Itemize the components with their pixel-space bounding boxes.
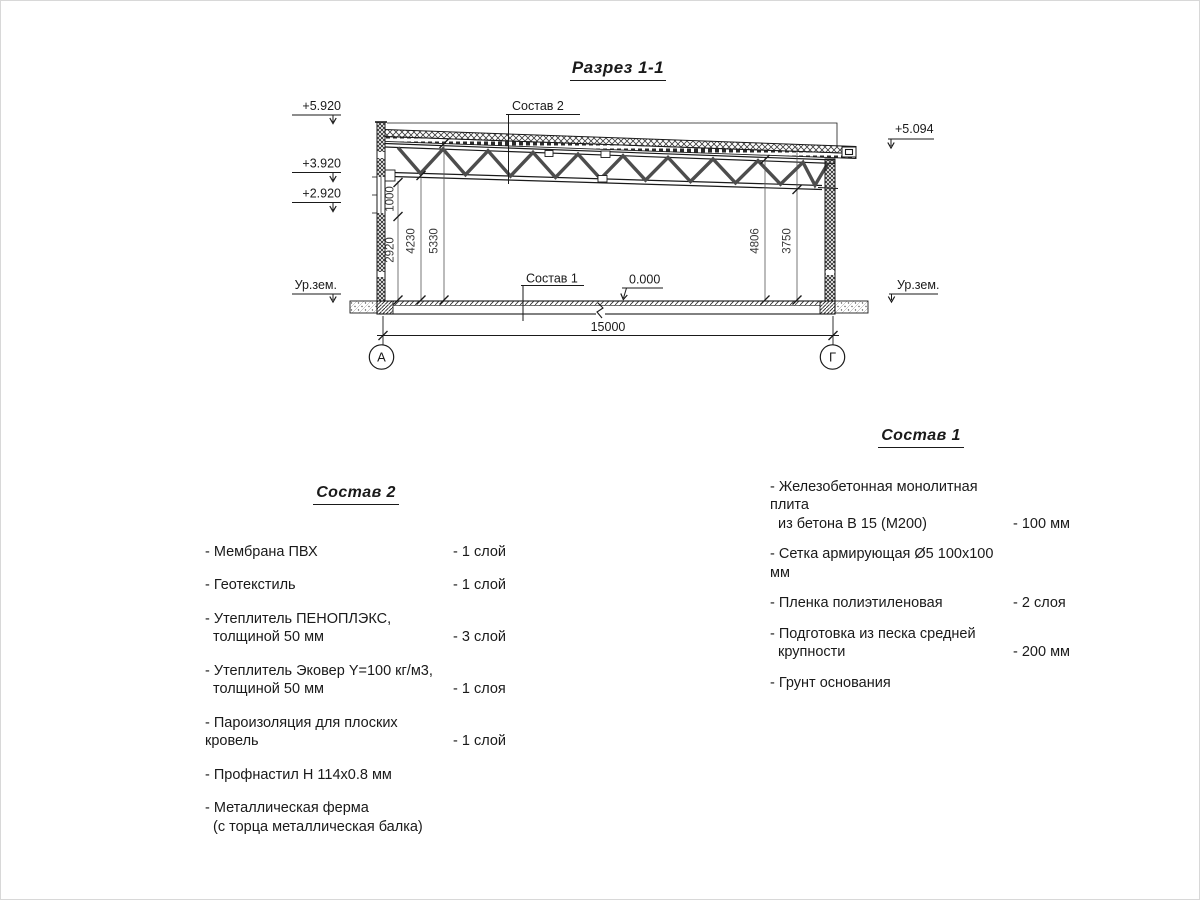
item-value: - 200 мм bbox=[1013, 644, 1071, 660]
zero-level-mark bbox=[621, 273, 663, 300]
elevation-mark-5920 bbox=[292, 99, 341, 124]
sostav1-heading-text: Состав 1 bbox=[878, 427, 964, 448]
elevation-mark-2920 bbox=[292, 187, 341, 212]
item-value: - 1 слоя bbox=[453, 681, 506, 697]
dim-2920-label: 2920 bbox=[384, 237, 397, 263]
elevation-mark-5094 bbox=[888, 122, 934, 148]
item-text: - Пароизоляция для плоских кровель bbox=[205, 714, 398, 749]
span-dimension bbox=[377, 316, 839, 345]
item-text-2: крупности bbox=[778, 644, 846, 660]
dim-3750-label: 3750 bbox=[781, 228, 794, 254]
item-value: - 100 мм bbox=[1013, 515, 1071, 532]
section-title-text: Разрез 1-1 bbox=[570, 58, 666, 81]
dim-1000-label: 1000 bbox=[384, 186, 397, 212]
axis-bubble-a bbox=[369, 345, 393, 369]
leader-sostav-1-label: Состав 1 bbox=[526, 271, 578, 286]
item-value: - 3 слой bbox=[453, 629, 506, 645]
ground-level-mark-left bbox=[292, 278, 341, 302]
list-item bbox=[770, 674, 1072, 693]
item-text-2: (с торца металлическая балка) bbox=[213, 818, 423, 835]
sostav1-list bbox=[770, 427, 1072, 704]
item-value: - 1 слой bbox=[453, 543, 506, 560]
elevation-3920-label: +3.920 bbox=[302, 156, 341, 171]
sostav1-heading bbox=[770, 427, 1072, 448]
list-item bbox=[770, 594, 1072, 613]
item-text: - Железобетонная монолитная плита bbox=[770, 478, 978, 513]
item-value: - 1 слой bbox=[453, 733, 506, 749]
ground-level-mark-right bbox=[888, 278, 939, 302]
sostav2-heading bbox=[205, 484, 507, 505]
item-text: - Металлическая ферма bbox=[205, 800, 369, 816]
list-item bbox=[770, 545, 1072, 582]
list-item bbox=[205, 610, 507, 647]
ground-level-left-label: Ур.зем. bbox=[294, 278, 337, 292]
list-item bbox=[205, 576, 507, 595]
dim-4806-label: 4806 bbox=[749, 228, 762, 254]
elevation-2920-label: +2.920 bbox=[302, 186, 341, 201]
ground-level-right-label: Ур.зем. bbox=[897, 278, 940, 292]
zero-level-label: 0.000 bbox=[629, 272, 661, 287]
floor-slab bbox=[350, 301, 868, 318]
list-item bbox=[205, 799, 507, 836]
item-text: - Утеплитель ПЕНОПЛЭКС, bbox=[205, 610, 392, 627]
vertical-dimensions-left bbox=[385, 139, 449, 305]
list-item bbox=[770, 478, 1072, 534]
slab-break-gap bbox=[596, 307, 605, 316]
elevation-5094-label: +5.094 bbox=[895, 122, 934, 136]
item-text: - Подготовка из песка средней bbox=[770, 625, 976, 642]
item-text: - Профнастил Н 114х0.8 мм bbox=[205, 766, 392, 783]
axis-a-label: А bbox=[377, 349, 386, 365]
item-text: - Мембрана ПВХ bbox=[205, 543, 318, 560]
elevation-5920-label: +5.920 bbox=[302, 99, 341, 113]
item-text: - Геотекстиль bbox=[205, 577, 296, 593]
roof-fascia-detail bbox=[842, 147, 856, 157]
dim-4230-label: 4230 bbox=[405, 228, 418, 254]
sostav2-list bbox=[205, 484, 507, 851]
section-drawing bbox=[0, 0, 1200, 420]
item-text: - Утеплитель Эковер Y=100 кг/м3, bbox=[205, 662, 433, 679]
item-text: - Пленка полиэтиленовая bbox=[770, 595, 943, 611]
span-dimension-label: 15000 bbox=[590, 320, 626, 334]
list-item bbox=[770, 625, 1072, 662]
item-text: - Сетка армирующая Ø5 100х100 мм bbox=[770, 546, 994, 581]
item-value: - 1 слой bbox=[453, 577, 506, 593]
item-text-2: толщиной 50 мм bbox=[213, 681, 325, 697]
list-item bbox=[205, 662, 507, 699]
axis-g-label: Г bbox=[828, 349, 837, 365]
elevation-mark-3920 bbox=[292, 157, 341, 182]
leader-sostav-2-label: Состав 2 bbox=[512, 99, 564, 113]
item-value: - 2 слоя bbox=[1013, 595, 1066, 611]
roof-assembly bbox=[385, 130, 856, 159]
item-text-2: из бетона В 15 (М200) bbox=[778, 515, 927, 532]
item-text-2: толщиной 50 мм bbox=[213, 629, 325, 645]
item-text: - Грунт основания bbox=[770, 674, 891, 691]
dim-5330-label: 5330 bbox=[428, 228, 441, 254]
list-item bbox=[205, 714, 507, 751]
axis-bubble-g bbox=[820, 345, 844, 369]
list-item bbox=[205, 543, 507, 562]
right-wall bbox=[825, 159, 835, 302]
sostav2-heading-text: Состав 2 bbox=[313, 484, 399, 505]
list-item bbox=[205, 766, 507, 785]
